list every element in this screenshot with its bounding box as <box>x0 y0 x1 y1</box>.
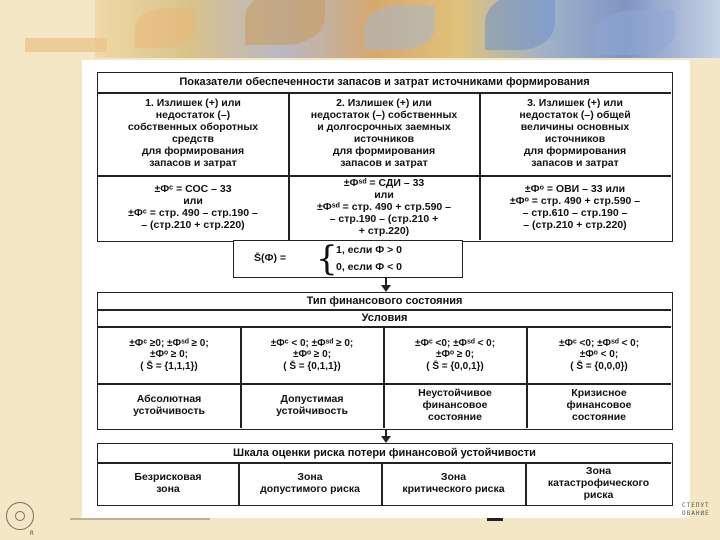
footer-dash <box>487 518 503 521</box>
arrow-down-icon <box>381 436 391 443</box>
state-crisis: Кризисное финансовое состояние <box>566 387 632 423</box>
indicators-block <box>97 72 673 242</box>
zone-catastrophic-risk: Зона катастрофического риска <box>547 465 650 501</box>
indicator-column-1: 1. Излишек (+) или недостаток (–) собственных оборотных средств для формирования запасов и затрат <box>127 97 259 169</box>
condition-absolute: ±Фᶜ ≥0; ±Фˢᵈ ≥ 0; ±Фᵒ ≥ 0; ( S̄ = {1,1,1}) <box>129 338 209 372</box>
risk-scale-block <box>97 443 673 506</box>
financial-state-header: Тип финансового состояния <box>306 294 463 307</box>
indicator-function-lhs: S̄(Ф) = <box>254 252 287 265</box>
state-acceptable: Допустимая устойчивость <box>276 393 348 417</box>
indicators-header: Показатели обеспеченности запасов и затрат источниками формирования <box>179 76 590 89</box>
zone-riskless: Безрисковая зона <box>134 471 202 495</box>
indicator-function-box <box>233 240 463 278</box>
brace-symbol: { <box>316 239 338 279</box>
formula-column-2: ±Фˢᵈ = СДИ – 33 или ±Фˢᵈ = стр. 490 + стр.590 – – стр.190 – (стр.210 + + стр.220) <box>316 177 452 237</box>
footer-line <box>70 518 210 520</box>
banner-accent-strip <box>25 38 107 52</box>
condition-unstable: ±Фᶜ <0; ±Фˢᵈ < 0; ±Фᵒ ≥ 0; ( S̄ = {0,0,1}) <box>414 338 496 372</box>
condition-acceptable: ±Фᶜ < 0; ±Фˢᵈ ≥ 0; ±Фᵒ ≥ 0; ( S̄ = {0,1,1}) <box>270 338 354 372</box>
condition-crisis: ±Фᶜ <0; ±Фˢᵈ < 0; ±Фᵒ < 0; ( S̄ = {0,0,0}) <box>558 338 640 372</box>
arrow-down-icon <box>381 285 391 292</box>
state-unstable: Неустойчивое финансовое состояние <box>418 387 492 423</box>
indicator-case-1: 1, если Ф > 0 <box>336 244 403 257</box>
formula-column-1: ±Фᶜ = СОС – 33 или ±Фᶜ = стр. 490 – стр.190 – – (стр.210 + стр.220) <box>128 183 258 231</box>
header-banner <box>95 0 720 58</box>
financial-state-block <box>97 292 673 430</box>
risk-scale-header: Шкала оценки риска потери финансовой устойчивости <box>233 446 536 459</box>
corner-watermark: СТЕПУТ ОВАНИЕ <box>682 502 710 518</box>
page-mark: R <box>30 530 35 537</box>
indicator-column-3: 3. Излишек (+) или недостаток (–) общей величины основных источников для формирования запасов и затрат <box>519 97 631 169</box>
zone-critical-risk: Зона критического риска <box>402 471 505 495</box>
state-absolute: Абсолютная устойчивость <box>133 393 205 417</box>
indicator-column-2: 2. Излишек (+) или недостаток (–) собственных и долгосрочных заемных источников для формирования запасов и затрат <box>310 97 458 169</box>
conditions-header: Условия <box>361 311 408 324</box>
logo-icon <box>6 502 34 530</box>
zone-acceptable-risk: Зона допустимого риска <box>260 471 360 495</box>
indicator-case-2: 0, если Ф < 0 <box>336 261 403 274</box>
formula-column-3: ±Фᵒ = ОВИ – 33 или ±Фᵒ = стр. 490 + стр.590 – – стр.610 – стр.190 – – (стр.210 + стр.220) <box>509 183 641 231</box>
